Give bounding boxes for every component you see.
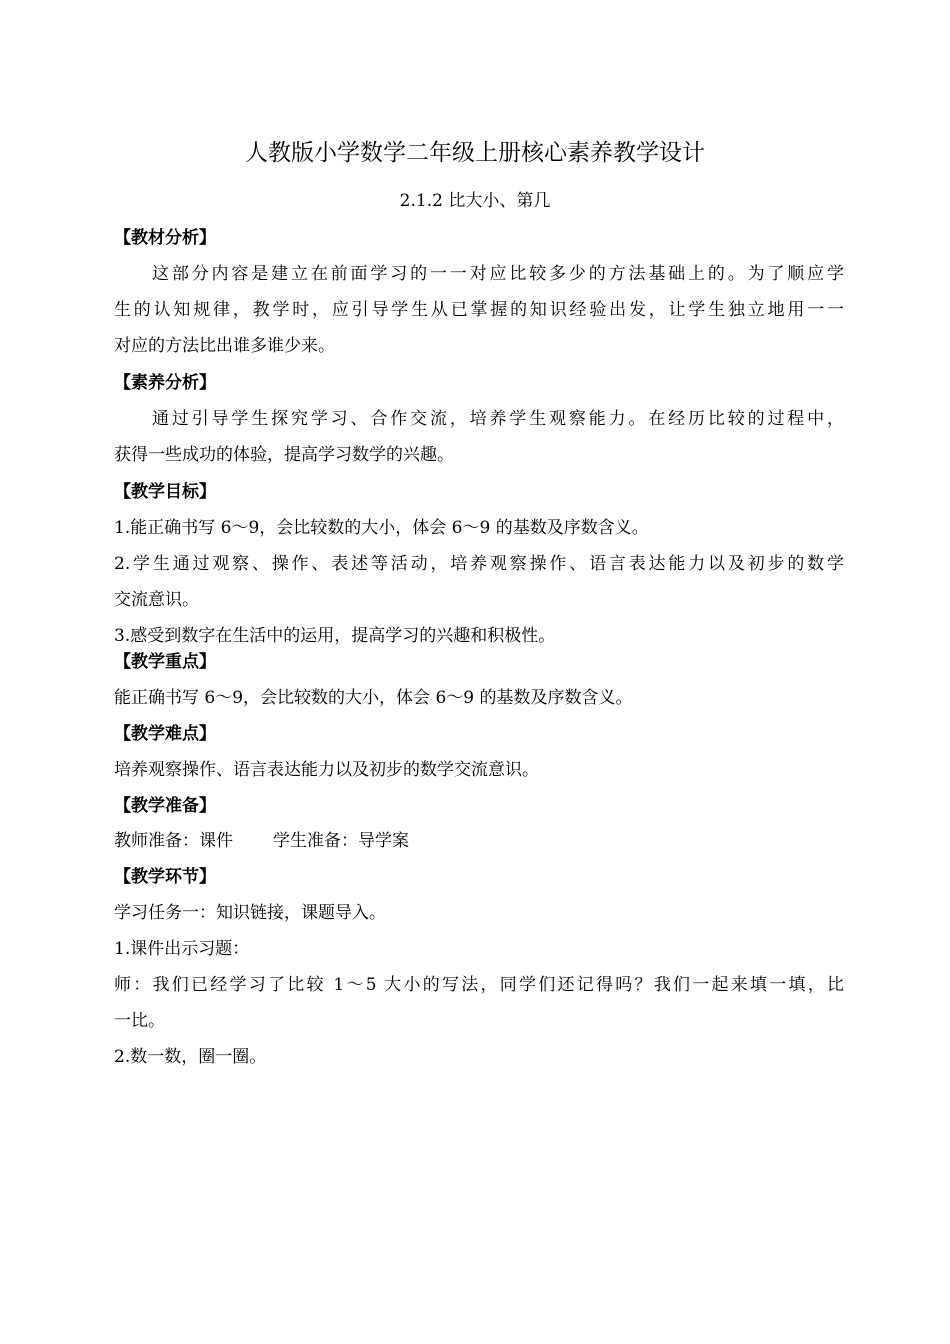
section-heading-objectives: 【教学目标】 xyxy=(114,482,216,502)
paragraph-line: 学习任务一：知识链接，课题导入。 xyxy=(114,903,386,923)
section-heading-preparation: 【教学准备】 xyxy=(114,796,216,816)
paragraph-line: 通过引导学生探究学习、合作交流，培养学生观察能力。在经历比较的过程中， xyxy=(152,409,844,429)
section-heading-literacy-analysis: 【素养分析】 xyxy=(114,373,216,393)
paragraph-line: 师：我们已经学习了比较 1～5 大小的写法，同学们还记得吗？我们一起来填一填，比 xyxy=(114,975,844,995)
paragraph-line: 获得一些成功的体验，提高学习数学的兴趣。 xyxy=(114,445,454,465)
list-item: 2.学生通过观察、操作、表述等活动，培养观察操作、语言表达能力以及初步的数学 xyxy=(114,554,844,574)
paragraph-line: 一比。 xyxy=(114,1011,165,1031)
paragraph-line: 生的认知规律，教学时，应引导学生从已掌握的知识经验出发，让学生独立地用一一 xyxy=(114,300,844,320)
list-item: 1.课件出示习题： xyxy=(114,939,250,959)
section-heading-key-points: 【教学重点】 xyxy=(114,652,216,672)
paragraph-line: 能正确书写 6～9，会比较数的大小，体会 6～9 的基数及序数含义。 xyxy=(114,688,633,708)
list-item: 2.数一数，圈一圈。 xyxy=(114,1047,267,1067)
teacher-preparation: 教师准备：课件 xyxy=(114,831,233,851)
document-subtitle: 2.1.2 比大小、第几 xyxy=(399,191,551,211)
paragraph-line: 对应的方法比出谁多谁少来。 xyxy=(114,336,335,356)
list-item: 1.能正确书写 6～9，会比较数的大小，体会 6～9 的基数及序数含义。 xyxy=(114,518,649,538)
student-preparation: 学生准备：导学案 xyxy=(273,831,409,851)
paragraph-line: 这部分内容是建立在前面学习的一一对应比较多少的方法基础上的。为了顺应学 xyxy=(152,264,844,284)
list-item-continuation: 交流意识。 xyxy=(114,590,199,610)
section-heading-difficulties: 【教学难点】 xyxy=(114,724,216,744)
section-heading-textbook-analysis: 【教材分析】 xyxy=(114,228,216,248)
preparation-line xyxy=(114,829,844,853)
document-title: 人教版小学数学二年级上册核心素养教学设计 xyxy=(245,140,705,166)
section-heading-process: 【教学环节】 xyxy=(114,867,216,887)
list-item: 3.感受到数字在生活中的运用，提高学习的兴趣和积极性。 xyxy=(114,626,556,646)
paragraph-line: 培养观察操作、语言表达能力以及初步的数学交流意识。 xyxy=(114,760,539,780)
